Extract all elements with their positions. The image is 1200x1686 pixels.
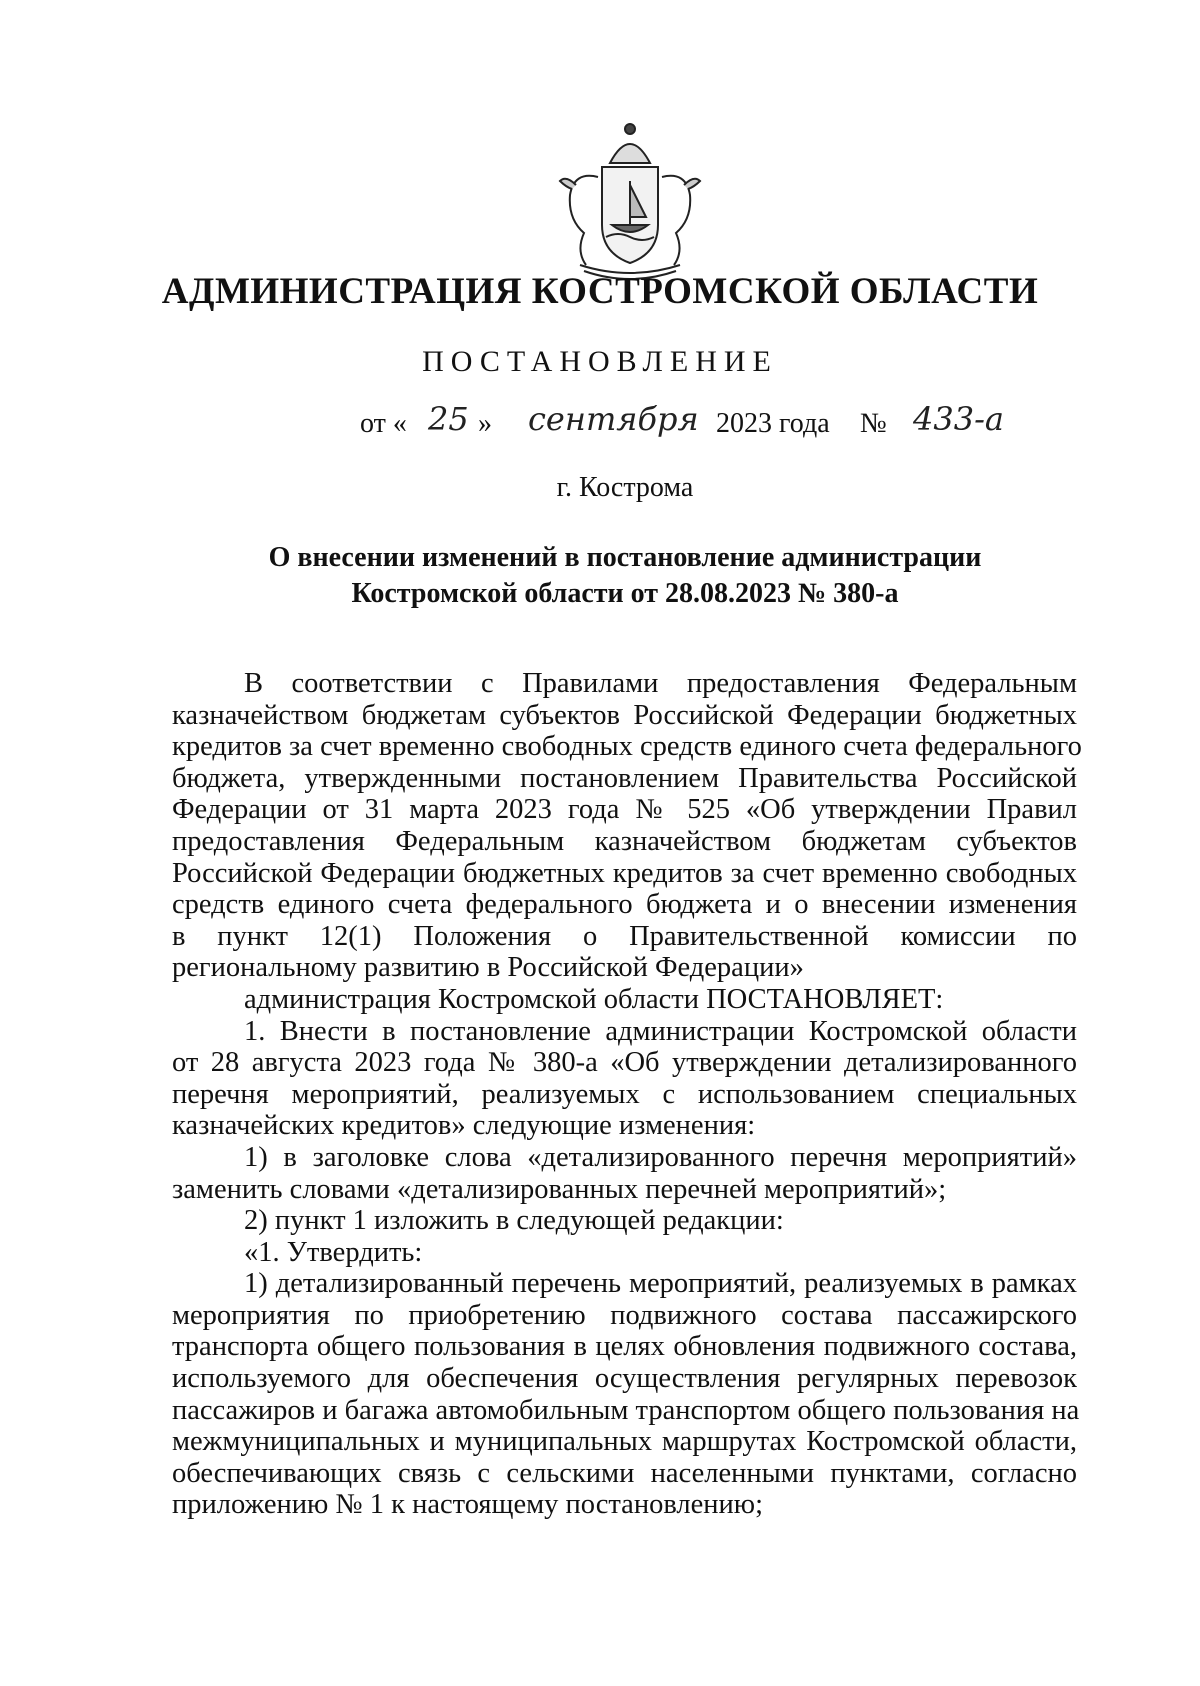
body-line: администрация Костромской области ПОСТАНОВЛЯЕТ: [244, 983, 944, 1015]
document-body [172, 668, 1082, 1521]
body-line: 1) в заголовке слова «детализированного перечня мероприятий» [244, 1141, 1077, 1173]
body-line: 1) детализированный перечень мероприятий, реализуемых в рамках [244, 1268, 1077, 1300]
body-line: Федерации от 31 марта 2023 года № 525 «Об утверждении Правил [172, 794, 1077, 826]
subject-line: О внесении изменений в постановление администрации [268, 542, 982, 573]
body-line: пассажиров и багажа автомобильным транспортом общего пользования на [172, 1394, 1080, 1426]
number-sign: № [860, 408, 887, 439]
body-line: используемого для обеспечения осуществления регулярных перевозок [172, 1363, 1077, 1395]
date-year: 2023 года [716, 408, 830, 439]
body-line: 2) пункт 1 изложить в следующей редакции: [244, 1205, 784, 1237]
subject-line: Костромской области от 28.08.2023 № 380-а [351, 578, 899, 609]
body-line: 1. Внести в постановление администрации Костромской области [244, 1015, 1077, 1047]
handwritten-month: сентября [528, 400, 699, 438]
body-line: в пункт 12(1) Положения о Правительственной комиссии по [172, 920, 1077, 952]
body-line: «1. Утвердить: [244, 1236, 423, 1268]
date-day-close: » [478, 408, 492, 439]
body-line: казначейских кредитов» следующие изменения: [172, 1110, 756, 1142]
body-line: заменить словами «детализированных перечней мероприятий»; [172, 1173, 947, 1205]
body-line: казначейством бюджетам субъектов Российской Федерации бюджетных [172, 699, 1077, 731]
document-type: ПОСТАНОВЛЕНИЕ [422, 345, 778, 378]
body-line: мероприятия по приобретению подвижного состава пассажирского [172, 1299, 1077, 1331]
body-line: перечня мероприятий, реализуемых с использованием специальных [172, 1078, 1077, 1110]
body-line: кредитов за счет временно свободных средств единого счета федерального [172, 731, 1082, 763]
organization-title: АДМИНИСТРАЦИЯ КОСТРОМСКОЙ ОБЛАСТИ [161, 271, 1039, 312]
city: г. Кострома [556, 472, 694, 503]
body-line: региональному развитию в Российской Федерации» [172, 952, 804, 984]
body-line: транспорта общего пользования в целях обновления подвижного состава, [172, 1331, 1077, 1363]
handwritten-number: 433-а [913, 400, 1004, 438]
body-line: бюджета, утвержденными постановлением Правительства Российской [172, 762, 1077, 794]
body-line: Российской Федерации бюджетных кредитов за счет временно свободных [172, 857, 1077, 889]
body-line: В соответствии с Правилами предоставления Федеральным [244, 668, 1077, 699]
coat-of-arms-icon [540, 115, 720, 295]
body-line: от 28 августа 2023 года № 380-а «Об утверждении детализированного [172, 1047, 1077, 1079]
coat-of-arms-emblem [540, 115, 720, 295]
date-prefix: от « [360, 408, 407, 439]
document-subject [0, 540, 1200, 612]
handwritten-day: 25 [428, 400, 469, 438]
body-line: обеспечивающих связь с сельскими населенными пунктами, согласно [172, 1457, 1077, 1489]
body-line: средств единого счета федерального бюджета и о внесении изменения [172, 889, 1077, 921]
body-line: межмуниципальных и муниципальных маршрутах Костромской области, [172, 1426, 1077, 1458]
body-line: предоставления Федеральным казначейством бюджетам субъектов [172, 825, 1077, 857]
body-line: приложению № 1 к настоящему постановлению; [172, 1489, 763, 1521]
